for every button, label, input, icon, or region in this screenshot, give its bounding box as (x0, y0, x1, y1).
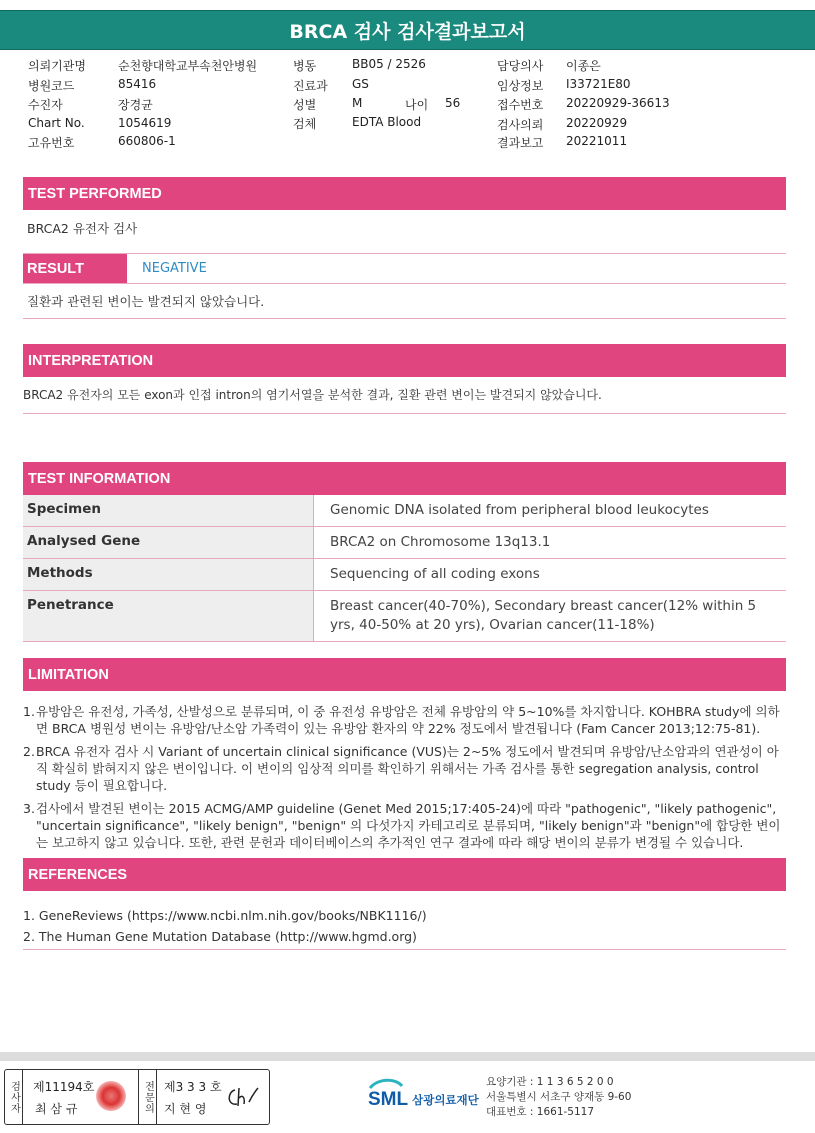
row-value: Breast cancer(40-70%), Secondary breast cancer(12% within 5 yrs, 40-50% at 20 yrs), Ovarian cancer(11-18%) (314, 591, 787, 642)
label-specimen: 검체 (293, 117, 317, 131)
table-row (23, 527, 786, 559)
label-receipt-no: 접수번호 (497, 98, 544, 112)
label-department: 진료과 (293, 79, 328, 93)
table-row (23, 559, 786, 591)
item-number: 1. (23, 704, 35, 719)
item-number: 3. (23, 801, 35, 816)
phone: 대표번호 : 1661-5117 (486, 1106, 595, 1118)
logo-text: SML (368, 1089, 409, 1110)
examiner-license-no: 제11194호 (33, 1080, 95, 1094)
table-row (23, 495, 786, 527)
item-number: 2. (23, 744, 35, 759)
value-institution: 순천향대학교부속천안병원 (118, 59, 258, 73)
sml-logo (366, 1077, 479, 1111)
value-sex: M (352, 96, 363, 110)
label-ward: 병동 (293, 59, 317, 73)
result-row (23, 253, 786, 284)
label-age: 나이 (405, 98, 429, 112)
value-specimen: EDTA Blood (352, 115, 422, 129)
label-clinical-info: 임상정보 (497, 79, 544, 93)
org-name: 삼광의료재단 (412, 1093, 479, 1107)
label-hospital-code: 병원코드 (28, 79, 75, 93)
specialist-label-text: 전문의 (142, 1080, 154, 1114)
item-text: BRCA 유전자 검사 시 Variant of uncertain clinical significance (VUS)는 2~5% 정도에서 발견되며 유방암/난소암과의 연관성이 아직 확실히 밝혀지지 않은 변이입니다. 이 변이의 임상적 의미를 확인하기 위해서는 가족 검사를 통한 segregation analysis, control study 등이 필요합니다. (36, 744, 779, 793)
specialist-license-no: 제3 3 3 호 (164, 1080, 222, 1094)
list-item (23, 800, 783, 851)
footer-divider (0, 1052, 815, 1061)
section-interpretation: INTERPRETATION (23, 344, 786, 377)
row-value: Genomic DNA isolated from peripheral blood leukocytes (314, 495, 787, 527)
value-hospital-code: 85416 (118, 77, 157, 91)
test-information-table (23, 495, 786, 642)
signature-stamp-box (4, 1069, 270, 1125)
row-key: Analysed Gene (23, 527, 314, 559)
divider (23, 318, 786, 319)
section-limitation: LIMITATION (23, 658, 786, 691)
label-chart-no: Chart No. (28, 116, 85, 130)
section-test-information: TEST INFORMATION (23, 462, 786, 495)
result-value: NEGATIVE (142, 261, 207, 276)
value-ward: BB05 / 2526 (352, 57, 426, 71)
address: 서울특별시 서초구 양재동 9-60 (486, 1091, 632, 1103)
test-performed-text: BRCA2 유전자 검사 (27, 221, 138, 236)
item-text: 유방암은 유전성, 가족성, 산발성으로 분류되며, 이 중 유전성 유방암은 전체 유방암의 약 5~10%를 차지합니다. KOHBRA study에 의하면 BRCA 병원성 변이는 유방암/난소암 가족력이 있는 유방암 환자의 약 22% 정도에서 발견됩니다 (Fam Cancer 2013;12:75-81). (36, 704, 780, 736)
section-references: REFERENCES (23, 858, 786, 891)
value-chart-no: 1054619 (118, 116, 172, 130)
value-request-date: 20220929 (566, 116, 628, 130)
value-unique-no: 660806-1 (118, 134, 176, 148)
list-item (23, 703, 783, 737)
org-address-block (486, 1075, 631, 1120)
label-patient: 수진자 (28, 98, 63, 112)
label-institution: 의뢰기관명 (28, 59, 86, 73)
value-doctor: 이종은 (566, 59, 601, 73)
seal-icon (96, 1081, 126, 1111)
value-receipt-no: 20220929-36613 (566, 96, 670, 110)
table-row (23, 591, 786, 642)
result-text: 질환과 관련된 변이는 발견되지 않았습니다. (27, 294, 265, 309)
care-institution-no: 요양기관 : 1 1 3 6 5 2 0 0 (486, 1076, 614, 1088)
section-test-performed: TEST PERFORMED (23, 177, 786, 210)
row-value: Sequencing of all coding exons (314, 559, 787, 591)
interpretation-text: BRCA2 유전자의 모든 exon과 인접 intron의 염기서열을 분석한 결과, 질환 관련 변이는 발견되지 않았습니다. (23, 388, 602, 402)
examiner-label-text: 검사자 (8, 1080, 20, 1114)
divider (23, 949, 786, 950)
label-report-date: 결과보고 (497, 136, 544, 150)
row-key: Methods (23, 559, 314, 591)
specialist-name: 지 현 영 (164, 1102, 207, 1116)
row-value: BRCA2 on Chromosome 13q13.1 (314, 527, 787, 559)
label-sex: 성별 (293, 98, 317, 112)
row-key: Specimen (23, 495, 314, 527)
specialist-label (138, 1070, 157, 1124)
value-department: GS (352, 77, 369, 91)
result-label: RESULT (23, 254, 127, 283)
references-list (23, 905, 427, 947)
item-text: 검사에서 발견된 변이는 2015 ACMG/AMP guideline (Genet Med 2015;17:405-24)에 따라 "pathogenic", "likely pathogenic", "uncertain significance", "likely benign", "benign" 의 다섯가지 카테고리로 분류되며, "likely benign"과 "benign"에 합당한 변이는 보고하지 않고 있습니다. 또한, 관련 문헌과 데이터베이스의 추가적인 연구 결과에 따라 해당 변이의 분류가 변경될 수 있습니다. (36, 801, 781, 850)
value-clinical-info: I33721E80 (566, 77, 631, 91)
divider (23, 413, 786, 414)
label-doctor: 담당의사 (497, 59, 544, 73)
label-unique-no: 고유번호 (28, 136, 75, 150)
row-key: Penetrance (23, 591, 314, 642)
limitation-list (23, 703, 783, 857)
report-title: BRCA 검사 검사결과보고서 (0, 10, 815, 50)
signature-icon (225, 1084, 261, 1110)
list-item (23, 743, 783, 794)
value-report-date: 20221011 (566, 134, 628, 148)
examiner-name: 최 삼 규 (35, 1102, 78, 1116)
list-item: 1. GeneReviews (https://www.ncbi.nlm.nih.gov/books/NBK1116/) (23, 908, 427, 923)
examiner-label (5, 1070, 23, 1124)
label-request-date: 검사의뢰 (497, 118, 544, 132)
value-age: 56 (445, 96, 461, 110)
value-patient: 장경균 (118, 98, 153, 112)
list-item: 2. The Human Gene Mutation Database (http://www.hgmd.org) (23, 929, 417, 944)
